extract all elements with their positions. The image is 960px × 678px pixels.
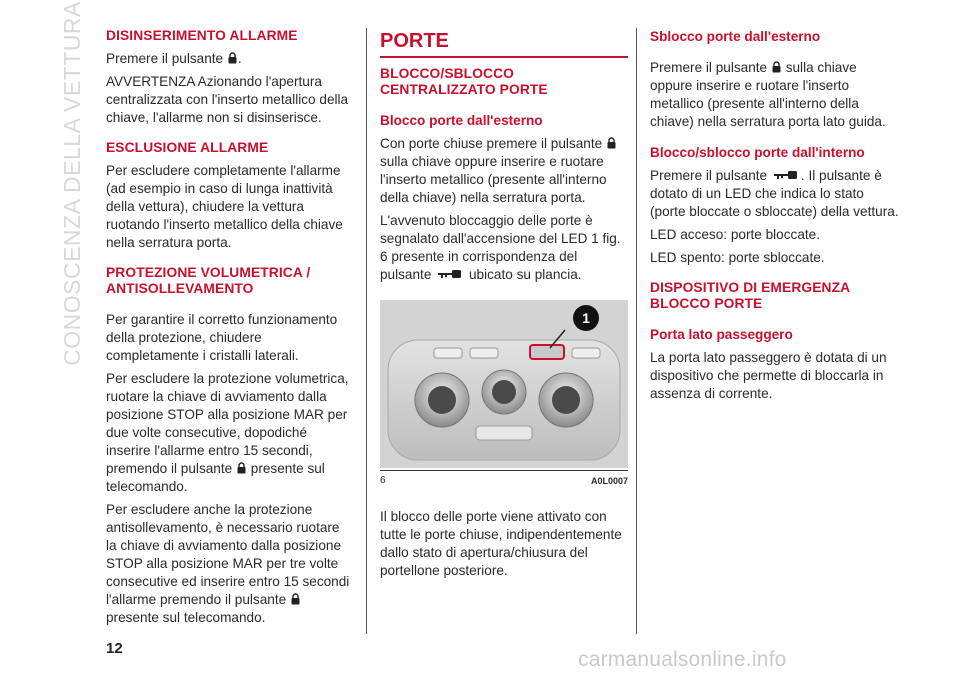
watermark: carmanualsonline.info: [578, 648, 787, 671]
figure-code: A0L0007: [590, 476, 628, 486]
disinserimento-paragraph-1: Premere il pulsante .: [106, 51, 242, 66]
blocco-esterno-paragraph-1: Con porte chiuse premere il pulsante sulla chiave oppure inserire e ruotare l'inserto metallico (presente all'interno della chiave) nella serratura porta.: [380, 135, 628, 207]
sblocco-esterno-subheading: Sblocco porte dall'esterno: [650, 29, 821, 44]
lock-icon: [237, 462, 246, 474]
column-divider: [636, 28, 637, 634]
led-off-text: LED spento: porte sbloccate.: [650, 250, 825, 265]
porta-passeggero-paragraph: La porta lato passeggero è dotata di un dispositivo che permette di bloccarla in assenza di corrente.: [650, 350, 887, 401]
protezione-paragraph-1: Per garantire il corretto funzionamento della protezione, chiudere completamente i cristalli laterali.: [106, 312, 338, 363]
sblocco-esterno-paragraph: Premere il pulsante sulla chiave oppure inserire e ruotare l'inserto metallico (presente all'interno della chiave) nella serratura porta lato guida.: [650, 60, 886, 129]
protezione-heading: PROTEZIONE VOLUMETRICA / ANTISOLLEVAMENTO: [106, 265, 311, 296]
lock-icon: [228, 52, 237, 64]
column-1: [106, 28, 352, 632]
protezione-paragraph-2: Per escludere la protezione volumetrica, ruotare la chiave di avviamento dalla posizione STOP alla posizione MAR per due volte consecutive, dopodiché inserire l'allarme entro 15 secondi, premendo il pulsante presente sul telecomando.: [106, 371, 349, 494]
column-divider: [366, 28, 367, 634]
side-section-title: CONOSCENZA DELLA VETTURA: [58, 0, 85, 366]
column-3: [650, 28, 900, 408]
lock-icon: [607, 137, 616, 149]
figure-number: 6: [380, 475, 386, 486]
blocco-interno-subheading: Blocco/sblocco porte dall'interno: [650, 145, 865, 160]
blocco-esterno-subheading: Blocco porte dall'esterno: [380, 113, 543, 128]
key-door-icon: [773, 169, 799, 181]
blocco-interno-paragraph: Premere il pulsante . Il pulsante è dotato di un LED che indica lo stato (porte bloccate o sbloccate) della vettura.: [650, 168, 899, 219]
disinserimento-heading: DISINSERIMENTO ALLARME: [106, 28, 298, 43]
blocco-esterno-paragraph-2: L'avvenuto bloccaggio delle porte è segnalato dall'accensione del LED 1 fig. 6 presente in corrispondenza del pulsante ubicato su plancia.: [380, 213, 621, 282]
dispositivo-emergenza-heading: DISPOSITIVO DI EMERGENZA BLOCCO PORTE: [650, 280, 850, 311]
blocco-paragraph-3: Il blocco delle porte viene attivato con tutte le porte chiuse, indipendentemente dallo stato di apertura/chiusura del portellone posteriore.: [380, 509, 622, 578]
porte-heading: PORTE: [380, 30, 449, 52]
esclusione-paragraph-1: Per escludere completamente l'allarme (ad esempio in caso di lunga inattività della vettura), chiudere la vettura ruotando l'inserto metallico della chiave nella serratura porta.: [106, 163, 343, 250]
lock-icon: [772, 61, 781, 73]
led-on-text: LED acceso: porte bloccate.: [650, 227, 821, 242]
lock-icon: [291, 593, 300, 605]
callout-number: 1: [582, 310, 590, 326]
key-door-icon: [437, 268, 463, 280]
page-number: 12: [106, 640, 123, 657]
dashboard-illustration: [380, 300, 628, 468]
figure-caption: [380, 470, 628, 490]
dashboard-figure: [380, 300, 628, 468]
esclusione-heading: ESCLUSIONE ALLARME: [106, 140, 269, 155]
heading-rule: [380, 56, 628, 58]
column-2: [380, 28, 628, 585]
blocco-centralizzato-heading: BLOCCO/SBLOCCO CENTRALIZZATO PORTE: [380, 66, 548, 97]
disinserimento-paragraph-2: AVVERTENZA Azionando l'apertura centralizzata con l'inserto metallico della chiave, l'allarme non si disinserisce.: [106, 74, 349, 125]
protezione-paragraph-3: Per escludere anche la protezione antisollevamento, è necessario ruotare la chiave di avviamento dalla posizione STOP alla posizione MAR per tre volte consecutive ed inserire entro 15 secondi l'allarme premendo il pulsante presente sul telecomando.: [106, 502, 350, 625]
porta-passeggero-subheading: Porta lato passeggero: [650, 327, 793, 342]
